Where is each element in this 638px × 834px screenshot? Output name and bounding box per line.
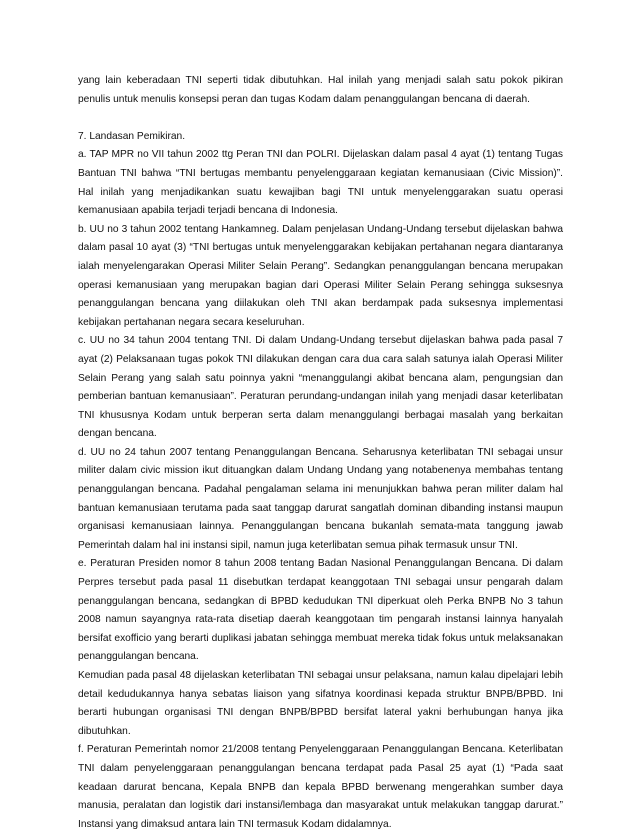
document-page xyxy=(78,72,563,834)
intro-paragraph: yang lain keberadaan TNI seperti tidak dibutuhkan. Hal inilah yang menjadi salah satu pokok pikiran penulis untuk menulis konsepsi peran dan tugas Kodam dalam penanggulangan bencana di daerah. xyxy=(78,75,563,105)
item-a-tap-mpr: a. TAP MPR no VII tahun 2002 ttg Peran TNI dan POLRI. Dijelaskan dalam pasal 4 ayat (1) tentang Tugas Bantuan TNI bahwa “TNI bertugas membantu penyelenggaraan kegiatan kemanusiaan (Civic Mission)”. Hal inilah yang menjadikankan suatu kewajiban bagi TNI untuk menyelenggarakan suatu operasi kemanusiaan apabila terjadi terjadi bencana di Indonesia. xyxy=(78,149,563,217)
item-e-continuation: Kemudian pada pasal 48 dijelaskan keterlibatan TNI sebagai unsur pelaksana, namun kalau dipelajari lebih detail kedudukannya hanya sebatas liaison yang sifatnya koordinasi kepada struktur BNPB/BPBD. Ini berarti hubungan organisasi TNI dengan BNPB/BPBD bersifat lateral yakni berhubungan hanya jika dibutuhkan. xyxy=(78,670,563,737)
item-c-uu-34-2004: c. UU no 34 tahun 2004 tentang TNI. Di dalam Undang-Undang tersebut dijelaskan bahwa pada pasal 7 ayat (2) Pelaksanaan tugas pokok TNI dilakukan dengan cara dua cara salah satunya ialah Operasi Militer Selain Perang yang salah satu poinnya yakni “menanggulangi akibat bencana alam, pengungsian dan pemberian bantuan kemanusiaan”. Peraturan perundang-undangan inilah yang menjadi dasar keterlibatan TNI khususnya Kodam untuk berperan serta dalam menanggulangi berbagai masalah yang berkaitan dengan bencana. xyxy=(78,335,563,440)
item-f-pp-21-2008: f. Peraturan Pemerintah nomor 21/2008 tentang Penyelenggaraan Penanggulangan Bencana. Keterlibatan TNI dalam penyelenggaraan penanggulangan bencana terdapat pada Pasal 25 ayat (1) “Pada saat keadaan darurat bencana, Kepala BNPB dan kepala BPBD berwenang mengerahkan sumber daya manusia, peralatan dan logistik dari instansi/lembaga dan masyarakat untuk melakukan tanggap darurat.” Instansi yang dimaksud antara lain TNI termasuk Kodam didalamnya. xyxy=(78,744,563,830)
section-heading: 7. Landasan Pemikiran. xyxy=(78,130,186,142)
item-b-uu-3-2002: b. UU no 3 tahun 2002 tentang Hankamneg. Dalam penjelasan Undang-Undang tersebut dijelaskan bahwa dalam pasal 10 ayat (3) “TNI bertugas untuk menyelenggarakan kebijakan pertahanan negara diantaranya ialah menyelengarakan Operasi Militer Selain Perang”. Sedangkan penanggulangan bencana merupakan operasi kemanusiaan yang merupakan bagian dari Operasi Militer Selain Perang sehingga suksesnya penanggulangan bencana yang diilakukan oleh TNI akan berdampak pada suksesnya implementasi kebijakan pertahanan negara secara keseluruhan. xyxy=(78,223,563,328)
item-e-perpres-8-2008: e. Peraturan Presiden nomor 8 tahun 2008 tentang Badan Nasional Penanggulangan Bencana. Di dalam Perpres tersebut pada pasal 11 disebutkan terdapat keanggotaan TNI sebagai unsur pengarah dalam penanggulangan bencana, sedangkan di BPBD kedudukan TNI diperkuat oleh Perka BNPB No 3 tahun 2008 namun sayangnya rata-rata disetiap daerah keanggotaan tim pengarah instansi lainnya hanyalah bersifat exofficio yang berarti duplikasi jabatan sehingga membuat mereka tidak fokus untuk melaksanakan penanggulangan bencana. xyxy=(78,558,563,663)
item-d-uu-24-2007: d. UU no 24 tahun 2007 tentang Penanggulangan Bencana. Seharusnya keterlibatan TNI sebagai unsur militer dalam civic mission ikut dituangkan dalam Undang Undang yang notabenenya membahas tentang penanggulangan bencana. Padahal pengalaman selama ini menunjukkan bahwa peran militer dalam hal bantuan kemanusiaan terutama pada saat tanggap darurat sangatlah dominan dibanding instansi maupun organisasi kemanusiaan lainnya. Penanggulangan bencana bukanlah semata-mata tanggung jawab Pemerintah dalam hal ini instansi sipil, namun juga keterlibatan semua pihak termasuk unsur TNI. xyxy=(78,446,563,551)
paragraph-spacer xyxy=(78,109,563,128)
